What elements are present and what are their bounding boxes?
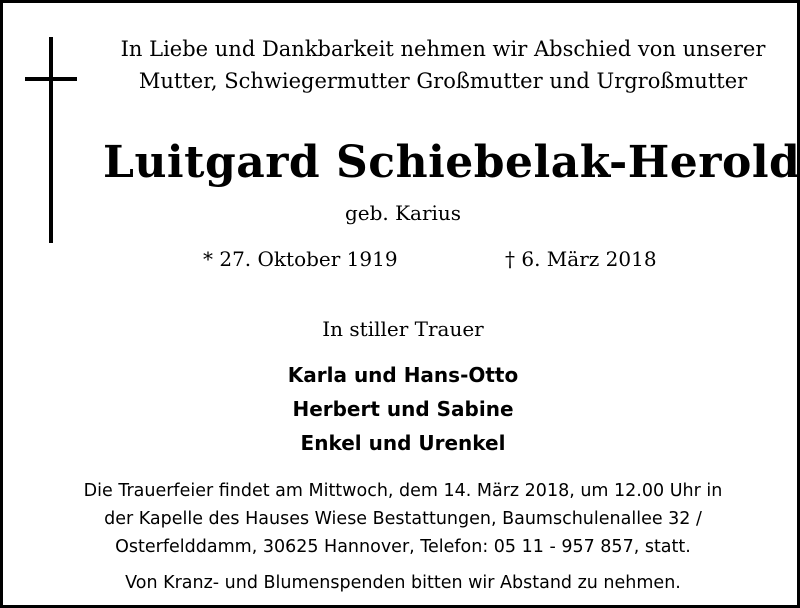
ceremony-line: Osterfelddamm, 30625 Hannover, Telefon: 05 11 - 957 857, statt. <box>115 537 691 557</box>
ceremony-line: der Kapelle des Hauses Wiese Bestattungen, Baumschulenallee 32 / <box>104 509 702 529</box>
mourner-name: Enkel und Urenkel <box>300 431 506 455</box>
birth-date: * 27. Oktober 1919 <box>203 247 398 271</box>
cross-icon-bar <box>25 77 77 81</box>
flowers-note: Von Kranz- und Blumenspenden bitten wir Abstand zu nehmen. <box>125 573 681 593</box>
birth-name: geb. Karius <box>344 201 462 225</box>
intro-line-1: In Liebe und Dankbarkeit nehmen wir Abschied von unserer <box>120 37 766 61</box>
death-date: † 6. März 2018 <box>505 247 657 271</box>
mourner-name: Herbert und Sabine <box>292 397 514 421</box>
ceremony-line: Die Trauerfeier findet am Mittwoch, dem 14. März 2018, um 12.00 Uhr in <box>83 481 723 501</box>
mourning-heading: In stiller Trauer <box>322 317 484 341</box>
mourner-name: Karla und Hans-Otto <box>287 363 519 387</box>
cross-icon <box>49 37 53 243</box>
intro-line-2: Mutter, Schwiegermutter Großmutter und Urgroßmutter <box>138 69 748 93</box>
deceased-name: Luitgard Schiebelak-Herold <box>103 137 800 188</box>
